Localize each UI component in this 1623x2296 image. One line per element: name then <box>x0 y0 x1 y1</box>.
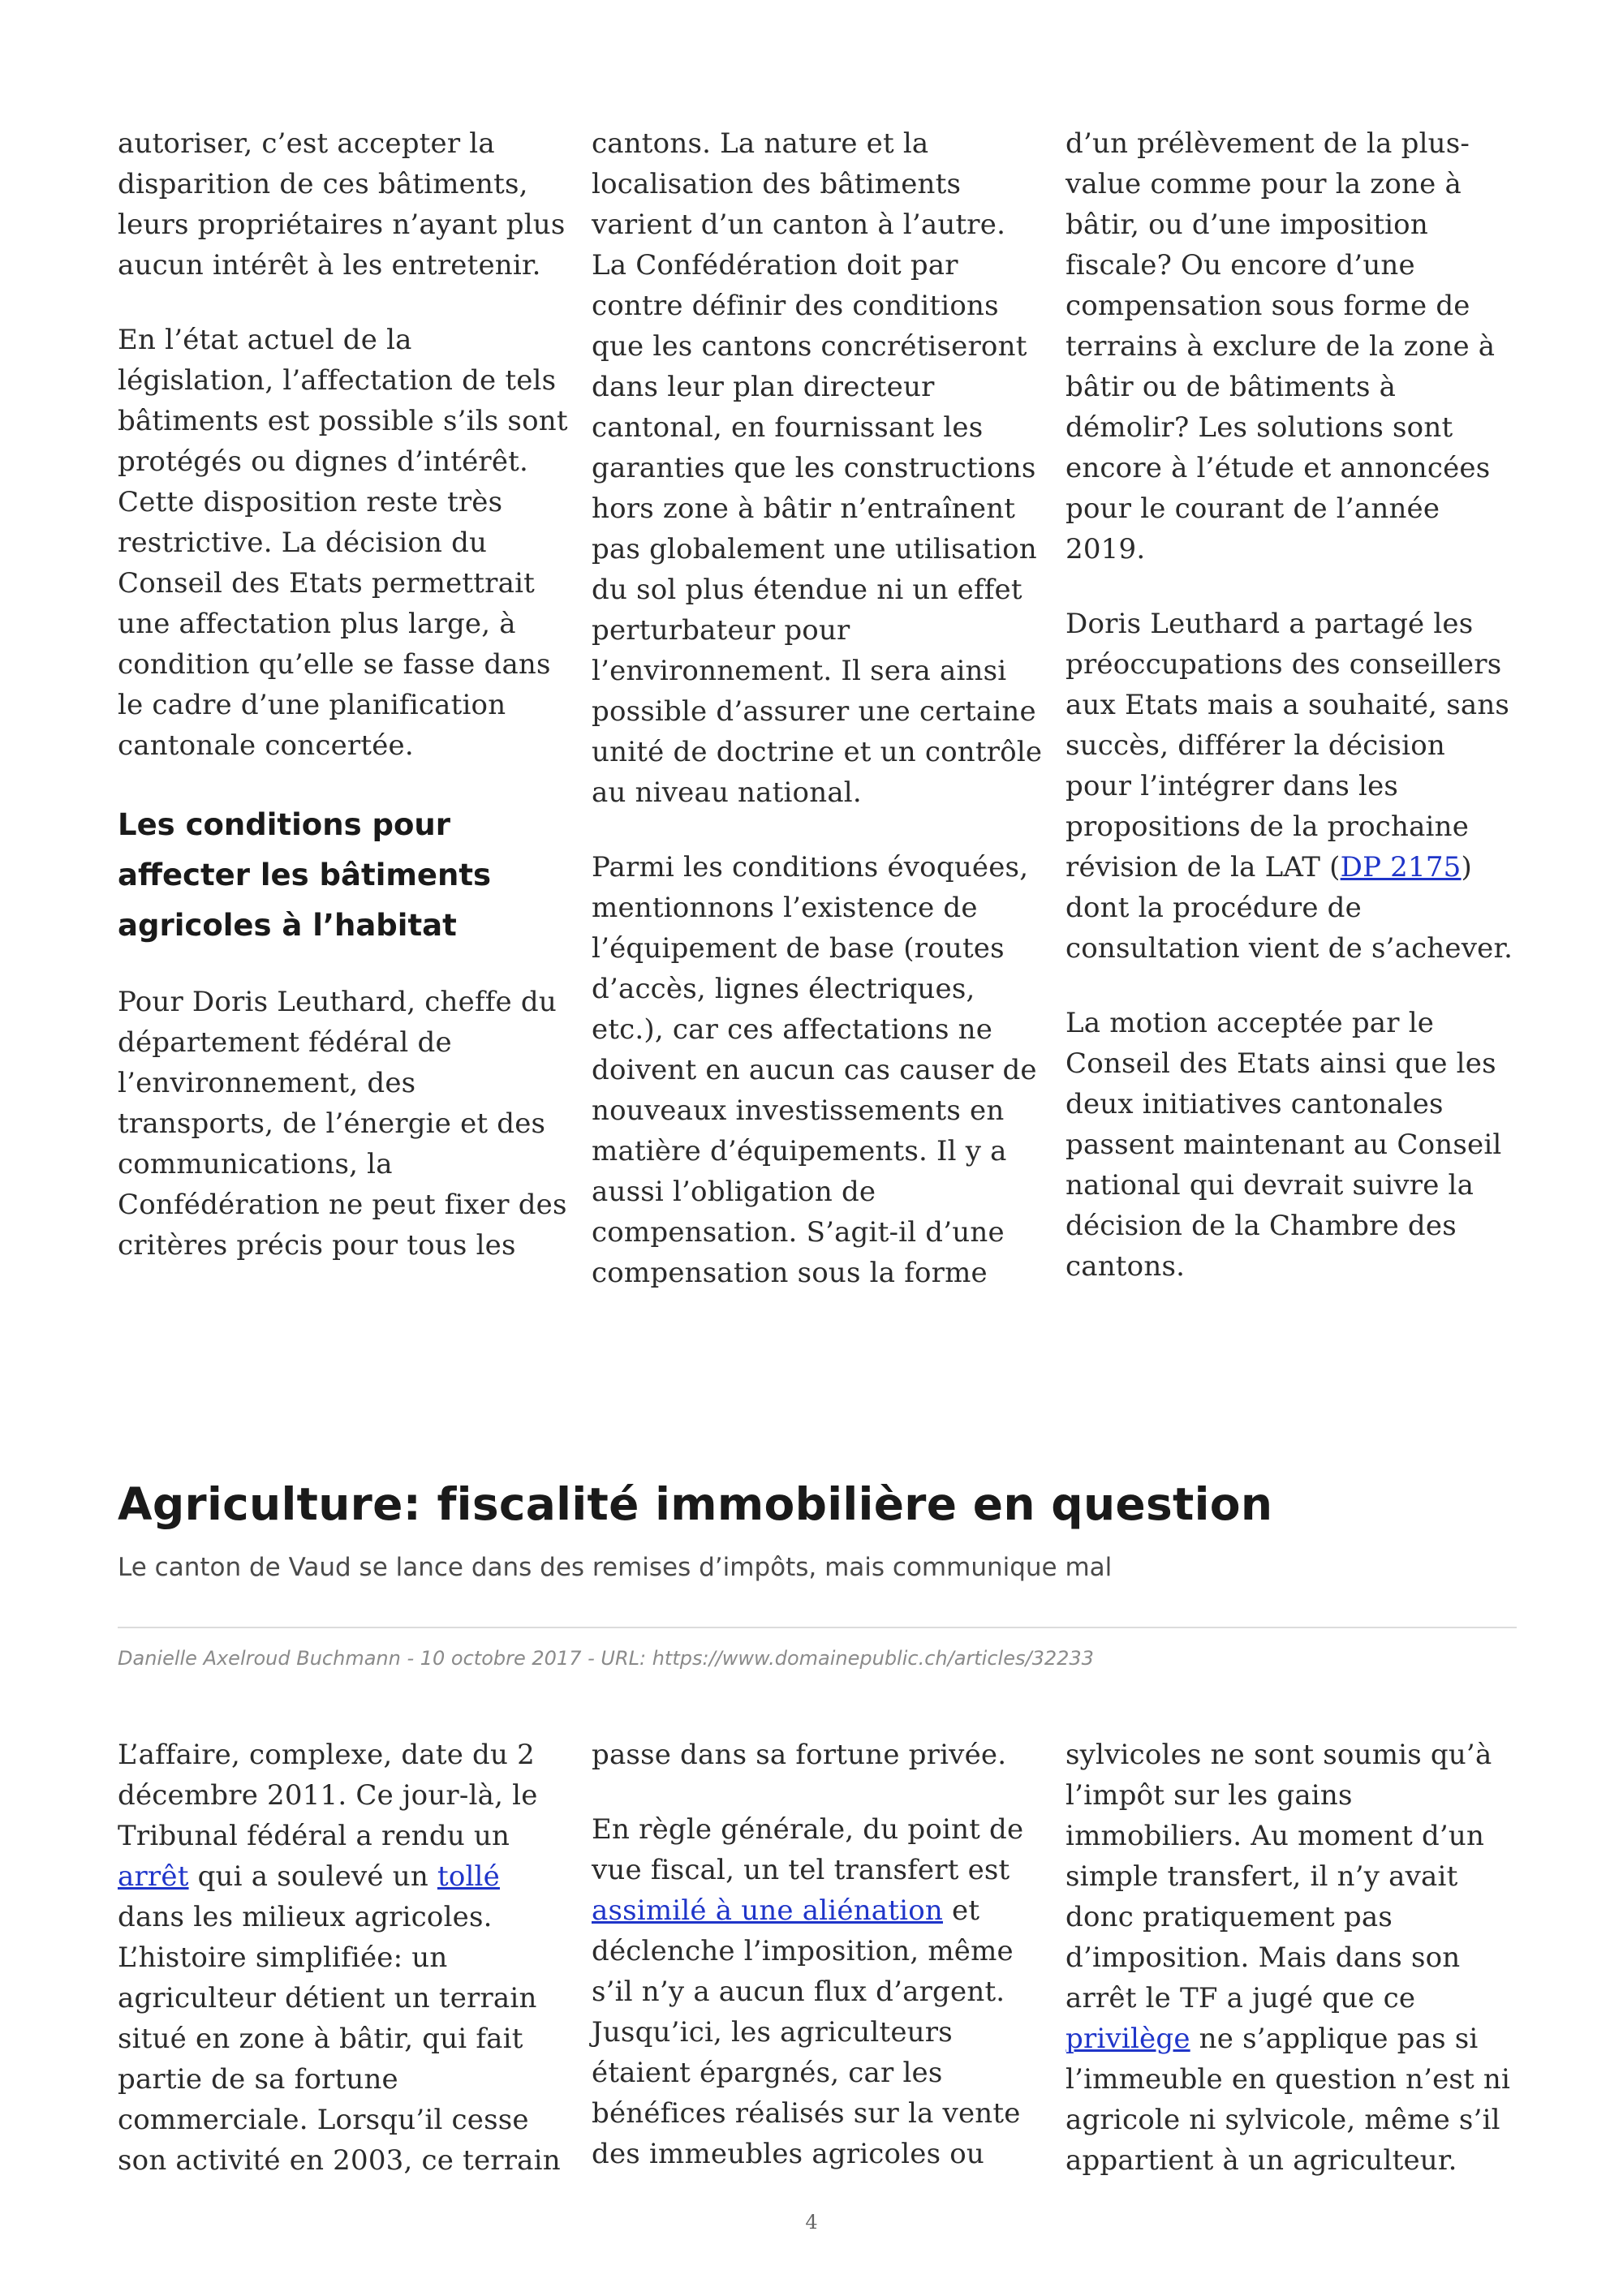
paragraph: Pour Doris Leuthard, cheffe du département fédéral de l’environnement, des transports, de l’énergie et des communications, la Confédération ne peut fixer des critères précis pour tous les <box>118 986 567 1262</box>
paragraph: d’un prélèvement de la plus-value comme pour la zone à bâtir, ou d’une imposition fiscale? Ou encore d’une compensation sous forme de terrains à exclure de la zone à bâtir ou de bâtiments à démolir? Les solutions sont encore à l’étude et annoncées pour le courant de l’année 2019. <box>1065 127 1496 565</box>
text-run: sylvicoles ne sont soumis qu’à l’impôt sur les gains immobiliers. Au moment d’un simple transfert, il n’y avait donc pratiquement pas d’imposition. Mais dans son arrêt le TF a jugé que ce <box>1065 1739 1492 2014</box>
bottom-columns <box>118 1735 1517 2181</box>
column-2 <box>592 1735 1043 2181</box>
paragraph: En l’état actuel de la législation, l’affectation de tels bâtiments est possible s’ils sont protégés ou dignes d’intérêt. Cette disposition reste très restrictive. La décision du Conseil des Etats permettrait une affectation plus large, à condition qu’elle se fasse dans le cadre d’une planification cantonale concertée. <box>118 324 568 762</box>
paragraph: cantons. La nature et la localisation des bâtiments varient d’un canton à l’autre. La Confédération doit par contre définir des conditions que les cantons concrétiseront dans leur plan directeur cantonal, en fournissant les garanties que les constructions hors zone à bâtir n’entraînent pas globalement une utilisation du sol plus étendue ni un effet perturbateur pour l’environnement. Il sera ainsi possible d’assurer une certaine unité de doctrine et un contrôle au niveau national. <box>592 127 1043 809</box>
text-run: Doris Leuthard a partagé les préoccupations des conseillers aux Etats mais a souhaité, sans succès, différer la décision pour l’intégrer dans les propositions de la prochaine révision de la LAT ( <box>1065 608 1510 884</box>
text-run: L’affaire, complexe, date du 2 décembre 2011. Ce jour-là, le Tribunal fédéral a rendu un <box>118 1739 538 1852</box>
paragraph <box>118 1735 569 2181</box>
article-byline: Danielle Axelroud Buchmann - 10 octobre 2017 - URL: https://www.domainepublic.ch/articles/32233 <box>118 1647 1094 1670</box>
paragraph: Parmi les conditions évoquées, mentionnons l’existence de l’équipement de base (routes d’accès, lignes électriques, etc.), car ces affectations ne doivent en aucun cas causer de nouveaux investissements en matière d’équipements. Il y a aussi l’obligation de compensation. S’agit-il d’une compensation sous la forme <box>592 851 1037 1289</box>
paragraph <box>1065 1735 1517 2181</box>
text-run: ) dont la procédure de consultation vient de s’achever. <box>1065 851 1513 965</box>
text-run: dans les milieux agricoles. L’histoire simplifiée: un agriculteur détient un terrain situé en zone à bâtir, qui fait partie de sa fortune commerciale. Lorsqu’il cesse son activité en 2003, ce terrain <box>118 1901 561 2177</box>
article-title: Agriculture: fiscalité immobilière en question <box>118 1478 1273 1530</box>
arret-link[interactable]: arrêt <box>118 1860 189 1893</box>
text-run: ne s’applique pas si l’immeuble en question n’est ni agricole ni sylvicole, même s’il appartient à un agriculteur. <box>1065 2023 1511 2177</box>
divider <box>118 1627 1517 1628</box>
article-subtitle: Le canton de Vaud se lance dans des remises d’impôts, mais communique mal <box>118 1553 1113 1582</box>
dp-2175-link[interactable]: DP 2175 <box>1340 851 1462 884</box>
column-3 <box>1065 1735 1517 2181</box>
top-columns <box>118 123 1517 1293</box>
column-3 <box>1065 123 1517 1293</box>
alienation-link[interactable]: assimilé à une aliénation <box>592 1894 943 1927</box>
paragraph <box>1065 604 1517 969</box>
paragraph: passe dans sa fortune privée. <box>592 1739 1007 1771</box>
paragraph: autoriser, c’est accepter la disparition de ces bâtiments, leurs propriétaires n’ayant plus aucun intérêt à les entretenir. <box>118 127 566 282</box>
column-1 <box>118 1735 569 2181</box>
column-1 <box>118 123 569 1293</box>
text-run: et déclenche l’imposition, même s’il n’y a aucun flux d’argent. Jusqu’ici, les agriculteurs étaient épargnés, car les bénéfices réalisés sur la vente des immeubles agricoles ou <box>592 1894 1021 2170</box>
column-2 <box>592 123 1043 1293</box>
paragraph <box>592 1809 1043 2174</box>
tolle-link[interactable]: tollé <box>437 1860 500 1893</box>
section-heading: Les conditions pour affecter les bâtiments agricoles à l’habitat <box>118 807 492 943</box>
paragraph: La motion acceptée par le Conseil des Etats ainsi que les deux initiatives cantonales passent maintenant au Conseil national qui devrait suivre la décision de la Chambre des cantons. <box>1065 1007 1502 1283</box>
text-run: qui a soulevé un <box>188 1860 437 1893</box>
text-run: En règle générale, du point de vue fiscal, un tel transfert est <box>592 1813 1024 1886</box>
privilege-link[interactable]: privilège <box>1065 2023 1190 2055</box>
page-number: 4 <box>805 2211 818 2234</box>
